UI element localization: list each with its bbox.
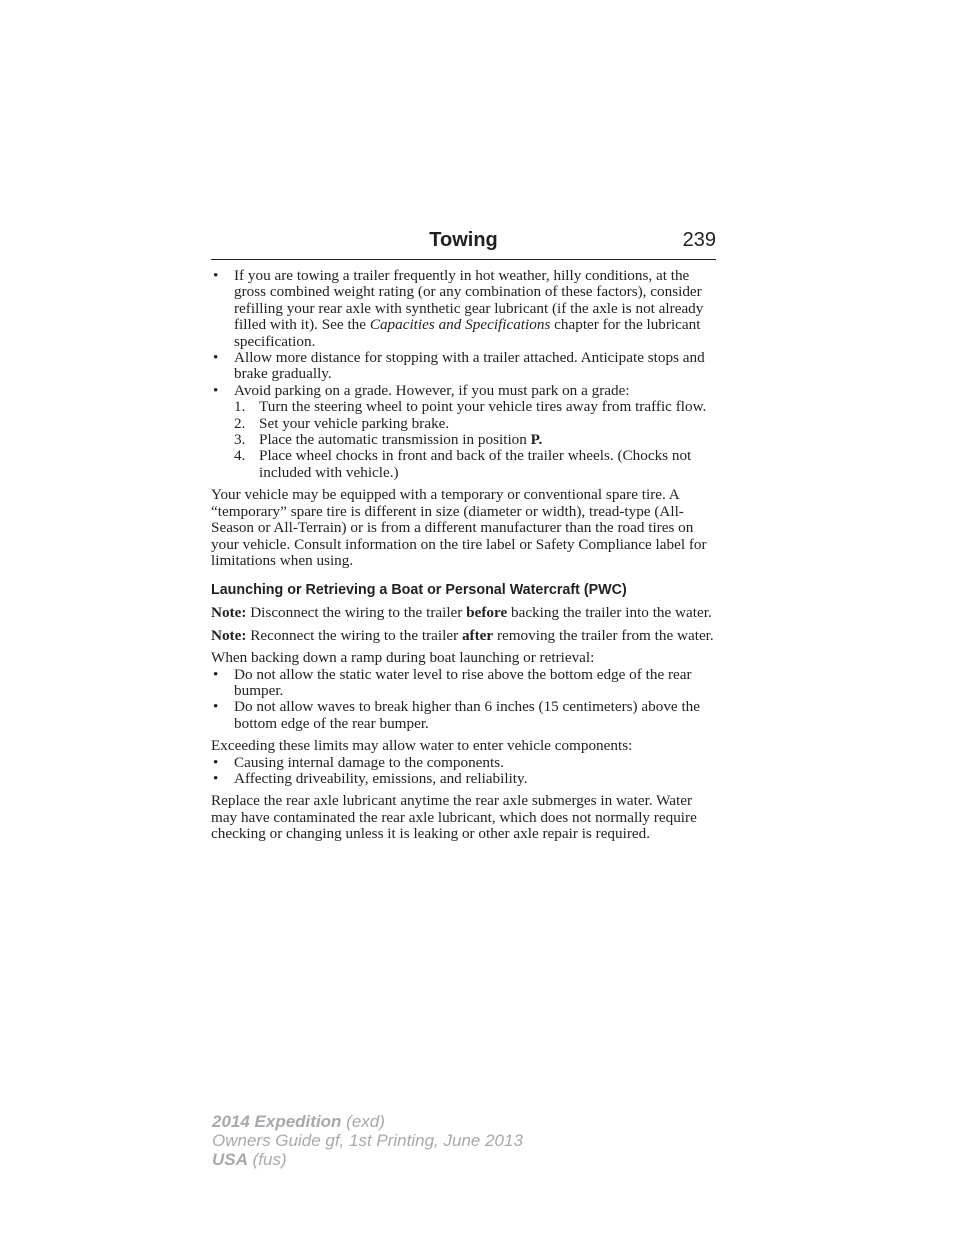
page-footer (212, 1112, 523, 1169)
axle-paragraph: Replace the rear axle lubricant anytime the rear axle submerges in water. Water may have contaminated the rear axle lubricant, which does not normally require checking or changing unless it is leaking or other axle repair is required. (211, 792, 697, 843)
spare-tire-paragraph: Your vehicle may be equipped with a temporary or conventional spare tire. A “temporary” spare tire is different in size (diameter or width), tread-type (All-Season or All-Terrain) or is from a different manufacturer than the road tires on your vehicle. Consult information on the tire label or Safety Compliance label for limitations when using. (211, 486, 707, 569)
footer-line-printing: Owners Guide gf, 1st Printing, June 2013 (212, 1131, 523, 1150)
list-item: • Causing internal damage to the components. (211, 755, 721, 771)
list-item: 3. Place the automatic transmission in position P. (234, 431, 543, 449)
list-item: 1. Turn the steering wheel to point your vehicle tires away from traffic flow. (234, 398, 707, 416)
ramp-list (211, 667, 721, 733)
list-item: 4. Place wheel chocks in front and back of the trailer wheels. (Chocks not included with vehicle.) (234, 447, 692, 481)
page-content (211, 268, 721, 843)
parking-steps-list (234, 399, 721, 481)
exceed-intro: Exceeding these limits may allow water to enter vehicle components: (211, 737, 633, 755)
exceed-list (211, 755, 721, 788)
list-item: • Do not allow the static water level to rise above the bottom edge of the rear bumper. (211, 667, 721, 700)
list-item: • Avoid parking on a grade. However, if you must park on a grade: 1. Turn the steering wheel to point your vehicle tires away from traffic flow. 2. Set your vehicle parking brake. 3. Place the automatic transmission in position P. 4. Place wheel chocks in front and back of the trailer wheels. (Chocks not included with vehicle.) (211, 383, 721, 481)
list-item: • Affecting driveability, emissions, and reliability. (211, 771, 721, 787)
list-item: 2. Set your vehicle parking brake. (234, 414, 450, 432)
note-disconnect: Note: Disconnect the wiring to the trailer before backing the trailer into the water. (211, 604, 712, 622)
chapter-title: Towing (429, 229, 498, 251)
page-header (211, 229, 716, 260)
list-item: • If you are towing a trailer frequently in hot weather, hilly conditions, at the gross combined weight rating (or any combination of these factors), consider refilling your rear axle with synthetic gear lubricant (if the axle is not already filled with it). See the Capacities and Specifications chapter for the lubricant specification. (211, 268, 721, 350)
footer-line-model: 2014 Expedition (exd) (212, 1112, 385, 1131)
footer-line-market: USA (fus) (212, 1150, 287, 1169)
towing-tips-list (211, 268, 721, 481)
list-item: • Allow more distance for stopping with a trailer attached. Anticipate stops and brake gradually. (211, 350, 721, 383)
note-reconnect: Note: Reconnect the wiring to the trailer after removing the trailer from the water. (211, 626, 714, 644)
list-item: • Do not allow waves to break higher than 6 inches (15 centimeters) above the bottom edge of the rear bumper. (211, 699, 721, 732)
ramp-intro: When backing down a ramp during boat launching or retrieval: (211, 649, 595, 667)
page-number: 239 (682, 229, 716, 251)
cross-reference: Capacities and Specifications (369, 316, 551, 334)
section-heading: Launching or Retrieving a Boat or Personal Watercraft (PWC) (211, 582, 627, 599)
